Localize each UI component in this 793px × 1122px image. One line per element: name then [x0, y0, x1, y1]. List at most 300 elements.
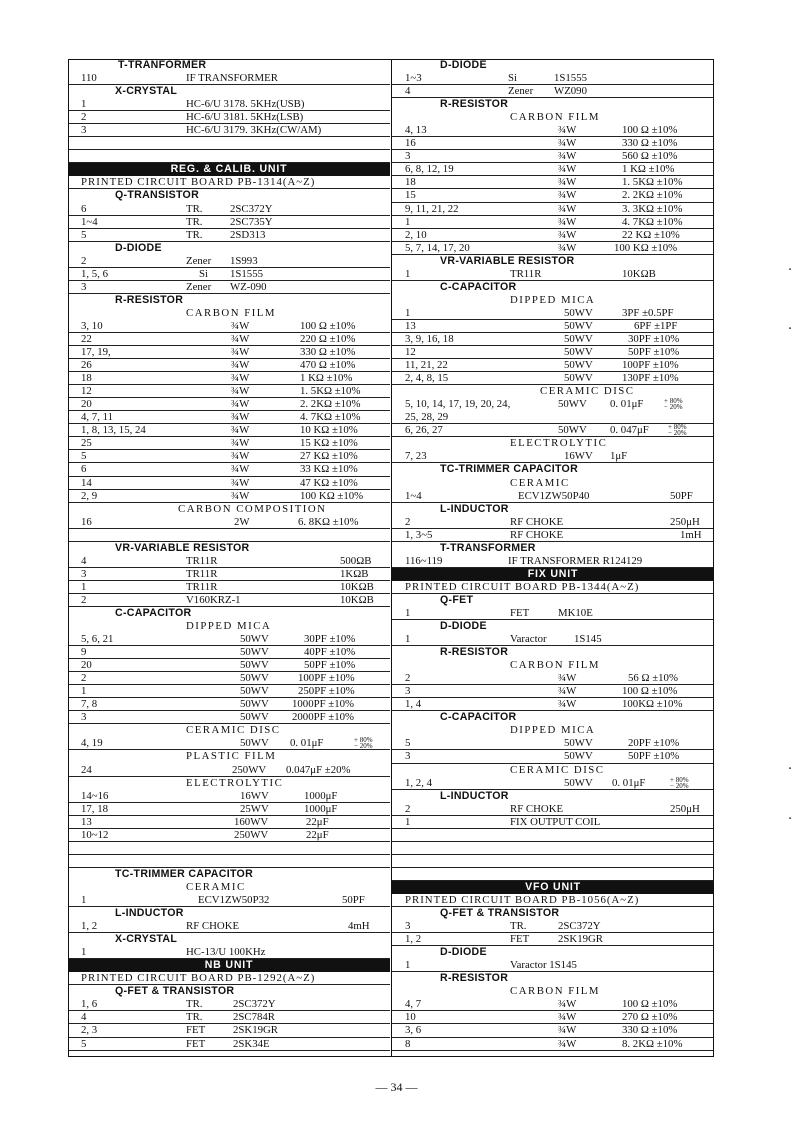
unit-header: REG. & CALIB. UNIT — [68, 163, 390, 176]
ref-numbers: 10~12 — [81, 828, 109, 841]
margin-mark: · — [788, 812, 793, 827]
ref-numbers: 5 — [81, 450, 87, 463]
part-value: 4. 7KΩ ±10% — [300, 411, 361, 424]
category-title: D-DIODE — [440, 620, 487, 633]
ref-numbers: 2 — [81, 593, 87, 606]
part-spec: 50WV — [564, 306, 593, 319]
ref-numbers: 2, 10 — [405, 228, 427, 241]
category-title: R-RESISTOR — [440, 646, 509, 659]
part-spec: HC-13/U 100KHz — [186, 946, 266, 959]
part-spec: RF CHOKE — [510, 802, 564, 815]
category-title: D-DIODE — [115, 241, 162, 254]
part-value: 2. 2KΩ ±10% — [622, 189, 683, 202]
ref-numbers: 1 — [81, 894, 87, 906]
ref-numbers: 4, 13 — [405, 124, 427, 137]
category-title: X-CRYSTAL — [115, 85, 178, 98]
subcategory-title: DIPPED MICA — [510, 293, 596, 306]
part-spec: 50WV — [558, 424, 587, 437]
part-value: 50PF — [670, 489, 693, 502]
part-spec: IF TRANSFORMER R124129 — [508, 554, 643, 567]
part-spec: Si — [199, 267, 209, 280]
ref-numbers: 1 — [81, 946, 87, 959]
ref-numbers: 2 — [81, 254, 87, 267]
part-value: 2SC372Y — [230, 202, 273, 215]
ref-numbers: 4, 7, 11 — [81, 411, 113, 424]
part-spec: 50WV — [564, 750, 593, 763]
part-spec: ¾W — [558, 1037, 577, 1050]
part-value: 1000μF — [304, 789, 338, 802]
ref-numbers: 3, 10 — [81, 319, 103, 332]
subcategory-title: ELECTROLYTIC — [186, 776, 284, 789]
part-spec: HC-6/U 3181. 5KHz(LSB) — [186, 111, 304, 124]
part-value: 100KΩ ±10% — [622, 698, 683, 711]
part-spec: ¾W — [231, 424, 250, 437]
part-value: WZ-090 — [230, 280, 267, 293]
ref-numbers: 3, 6 — [405, 1024, 422, 1037]
category-title: R-RESISTOR — [115, 293, 184, 306]
part-value: 20PF ±10% — [628, 737, 680, 750]
subcategory-title: ELECTROLYTIC — [510, 437, 608, 450]
part-spec: 50WV — [558, 398, 587, 411]
ref-numbers: 3 — [405, 150, 411, 163]
ref-numbers: 1~4 — [81, 215, 98, 228]
part-value: 2. 2KΩ ±10% — [300, 398, 361, 411]
part-value: 22 KΩ ±10% — [622, 228, 680, 241]
part-value: 0. 01μF — [610, 398, 644, 411]
part-value: 50PF ±10% — [304, 659, 356, 672]
part-spec: ¾W — [558, 1024, 577, 1037]
part-spec: 160WV — [234, 815, 269, 828]
ref-numbers: 1 — [405, 815, 411, 828]
ref-numbers: 1 — [405, 306, 411, 319]
ref-numbers: 7, 8 — [81, 698, 98, 711]
part-spec: 50WV — [240, 711, 269, 724]
unit-header: VFO UNIT — [392, 881, 714, 894]
part-spec: ¾W — [558, 202, 577, 215]
ref-numbers: 3 — [81, 711, 87, 724]
part-spec: TR. — [186, 202, 203, 215]
part-spec: RF CHOKE — [510, 515, 564, 528]
ref-numbers: 3 — [81, 280, 87, 293]
part-value: 30PF ±10% — [304, 633, 356, 646]
part-spec: IF TRANSFORMER — [186, 72, 278, 85]
subcategory-title: CERAMIC — [186, 880, 246, 893]
ref-numbers: 116~119 — [405, 554, 443, 567]
ref-numbers: 20 — [81, 398, 92, 411]
ref-numbers: 1~3 — [405, 72, 422, 85]
part-spec: ¾W — [558, 241, 577, 254]
part-value: 6. 8KΩ ±10% — [298, 515, 359, 528]
part-spec: Varactor 1S145 — [510, 959, 577, 972]
ref-numbers: 4, 7 — [405, 998, 422, 1011]
ref-numbers: 2 — [405, 802, 411, 815]
part-value: 220 Ω ±10% — [300, 332, 356, 345]
part-value: 50PF ±10% — [628, 750, 680, 763]
part-value: 1KΩB — [340, 567, 369, 580]
part-value: 0. 01μF — [612, 776, 646, 789]
part-value: 330 Ω ±10% — [622, 137, 678, 150]
part-value: 1μF — [610, 450, 628, 463]
category-title: T-TRANSFORMER — [440, 541, 536, 554]
part-spec: TR. — [186, 228, 203, 241]
part-spec: ¾W — [231, 411, 250, 424]
ref-numbers: 15 — [405, 189, 416, 202]
ref-numbers: 3 — [405, 750, 411, 763]
part-value: 100 Ω ±10% — [622, 998, 678, 1011]
ref-numbers: 3 — [81, 124, 87, 137]
part-spec: HC-6/U 3178. 5KHz(USB) — [186, 98, 305, 111]
ref-numbers: 6 — [81, 463, 87, 476]
page-number: — 34 — — [375, 1080, 418, 1094]
part-spec: FET — [186, 1037, 206, 1050]
ref-numbers: 22 — [81, 332, 92, 345]
part-spec: 250WV — [232, 763, 267, 776]
ref-numbers: 26 — [81, 359, 92, 372]
part-spec: ¾W — [231, 437, 250, 450]
part-spec: 50WV — [240, 737, 269, 750]
part-value: 1. 5KΩ ±10% — [300, 385, 361, 398]
ref-numbers: 5, 7, 14, 17, 20 — [405, 241, 470, 254]
part-spec: ¾W — [558, 672, 577, 685]
part-value: 6PF ±1PF — [634, 319, 678, 332]
part-value: 30PF ±10% — [628, 332, 680, 345]
part-spec: Zener — [186, 254, 212, 267]
subcategory-title: CERAMIC — [510, 476, 570, 489]
part-value: 10KΩB — [622, 267, 656, 280]
category-title: T-TRANFORMER — [118, 59, 207, 71]
part-spec: ECV1ZW50P40 — [518, 489, 590, 502]
part-value: 100PF ±10% — [298, 672, 355, 685]
part-spec: 16WV — [240, 789, 269, 802]
part-value: 2000PF ±10% — [292, 711, 355, 724]
ref-numbers: 25 — [81, 437, 92, 450]
part-spec: 50WV — [564, 346, 593, 359]
ref-numbers: 1~4 — [405, 489, 422, 502]
part-spec: 250WV — [234, 828, 269, 841]
part-spec: ¾W — [231, 385, 250, 398]
part-value: 100 Ω ±10% — [300, 319, 356, 332]
category-title: R-RESISTOR — [440, 972, 509, 985]
part-value: 1 KΩ ±10% — [300, 372, 353, 385]
part-value: 100 Ω ±10% — [622, 124, 678, 137]
margin-mark: · — [788, 762, 793, 777]
ref-numbers: 24 — [81, 763, 92, 776]
part-value: 22μF — [306, 828, 329, 841]
category-title: VR-VARIABLE RESISTOR — [115, 541, 250, 554]
unit-header: NB UNIT — [68, 959, 390, 972]
part-spec: 50WV — [240, 633, 269, 646]
part-spec: Varactor — [510, 633, 547, 646]
part-spec: FET — [510, 606, 530, 619]
part-value: 100 KΩ ±10% — [300, 489, 364, 502]
part-value: 2SD313 — [230, 228, 266, 241]
ref-numbers: 12 — [81, 385, 92, 398]
part-value: 8. 2KΩ ±10% — [622, 1037, 683, 1050]
part-value: 100 KΩ ±10% — [614, 241, 678, 254]
part-spec: ¾W — [558, 215, 577, 228]
part-spec: ¾W — [558, 685, 577, 698]
part-value: 33 KΩ ±10% — [300, 463, 358, 476]
ref-numbers: 1 — [405, 267, 411, 280]
part-spec: 50WV — [240, 646, 269, 659]
ref-numbers: 4, 19 — [81, 737, 103, 750]
part-value: WZ090 — [554, 85, 587, 98]
ref-numbers: 5 — [405, 737, 411, 750]
ref-numbers: 13 — [81, 815, 92, 828]
ref-numbers: 14 — [81, 476, 92, 489]
part-spec: ¾W — [558, 228, 577, 241]
part-spec: ¾W — [231, 489, 250, 502]
ref-numbers: 17, 19, — [81, 346, 111, 359]
part-value: 10KΩB — [340, 593, 374, 606]
part-spec: TR. — [186, 1011, 203, 1024]
ref-numbers: 4 — [81, 554, 87, 567]
ref-numbers: 1, 5, 6 — [81, 267, 108, 280]
subcategory-title: CERAMIC DISC — [186, 724, 281, 737]
ref-numbers: 1, 8, 13, 15, 24 — [81, 424, 146, 437]
ref-numbers: 8 — [405, 1037, 411, 1050]
part-value: 250PF ±10% — [298, 685, 355, 698]
ref-numbers: 12 — [405, 346, 416, 359]
ref-numbers: 1, 6 — [81, 998, 98, 1011]
ref-numbers: 9 — [81, 646, 87, 659]
part-value: 500ΩB — [340, 554, 372, 567]
category-title: L-INDUCTOR — [440, 789, 509, 802]
margin-mark: · — [788, 322, 793, 337]
part-spec: V160KRZ-1 — [186, 593, 241, 606]
part-value: 1S1555 — [230, 267, 263, 280]
ref-numbers: 2 — [81, 672, 87, 685]
pcb-title: PRINTED CIRCUIT BOARD PB-1292(A~Z) — [81, 972, 316, 985]
part-value: 330 Ω ±10% — [622, 1024, 678, 1037]
part-value: 2SK34E — [233, 1037, 270, 1050]
ref-numbers: 2 — [81, 111, 87, 124]
part-spec: ¾W — [558, 176, 577, 189]
category-title: D-DIODE — [440, 59, 487, 71]
category-title: Q-FET & TRANSISTOR — [115, 985, 235, 998]
category-title: Q-FET & TRANSISTOR — [440, 907, 560, 920]
ref-numbers: 18 — [81, 372, 92, 385]
part-spec: ¾W — [231, 319, 250, 332]
subcategory-title: DIPPED MICA — [186, 620, 272, 633]
ref-numbers: 1, 2 — [405, 933, 422, 946]
part-spec: ECV1ZW50P32 — [198, 894, 270, 906]
part-value: 130PF ±10% — [622, 372, 679, 385]
part-spec: TR. — [510, 920, 527, 933]
part-value: 1S145 — [574, 633, 602, 646]
subcategory-title: DIPPED MICA — [510, 724, 596, 737]
part-spec: ¾W — [558, 189, 577, 202]
category-title: L-INDUCTOR — [115, 907, 184, 920]
ref-numbers: 1 — [405, 633, 411, 646]
part-spec: TR11R — [186, 567, 218, 580]
part-spec: ¾W — [231, 450, 250, 463]
part-spec: FIX OUTPUT COIL — [510, 815, 601, 828]
part-spec: ¾W — [231, 372, 250, 385]
pcb-title: PRINTED CIRCUIT BOARD PB-1344(A~Z) — [405, 580, 640, 593]
part-value: 2SC735Y — [230, 215, 273, 228]
part-value: 330 Ω ±10% — [300, 346, 356, 359]
part-spec: Zener — [508, 85, 534, 98]
ref-numbers: 110 — [81, 72, 97, 85]
ref-numbers: 25, 28, 29 — [405, 411, 449, 424]
tolerance-note: + 80% − 20% — [668, 423, 687, 438]
part-spec: Si — [508, 72, 518, 85]
part-spec: TR. — [186, 998, 203, 1011]
part-spec: 2W — [234, 515, 250, 528]
part-value: 2SC784R — [233, 1011, 276, 1024]
ref-numbers: 20 — [81, 659, 92, 672]
category-title: C-CAPACITOR — [440, 280, 517, 293]
category-title: C-CAPACITOR — [440, 711, 517, 724]
ref-numbers: 3 — [405, 920, 411, 933]
part-value: 4. 7KΩ ±10% — [622, 215, 683, 228]
part-value: 1. 5KΩ ±10% — [622, 176, 683, 189]
category-title: Q-FET — [440, 593, 474, 606]
part-value: 560 Ω ±10% — [622, 150, 678, 163]
part-spec: RF CHOKE — [510, 528, 564, 541]
ref-numbers: 7, 23 — [405, 450, 427, 463]
ref-numbers: 18 — [405, 176, 416, 189]
category-title: C-CAPACITOR — [115, 606, 192, 619]
margin-mark: · — [788, 263, 793, 278]
subcategory-title: CARBON FILM — [510, 111, 600, 124]
part-value: 0. 047μF — [610, 424, 649, 437]
part-value: 0.047μF ±20% — [286, 763, 351, 776]
part-spec: 50WV — [564, 332, 593, 345]
ref-numbers: 2, 4, 8, 15 — [405, 372, 449, 385]
part-value: 10KΩB — [340, 580, 374, 593]
ref-numbers: 1 — [81, 98, 87, 111]
tolerance-note: + 80% − 20% — [354, 736, 373, 751]
tolerance-note: + 80% − 20% — [664, 397, 683, 412]
part-spec: TR11R — [186, 554, 218, 567]
part-value: 56 Ω ±10% — [628, 672, 678, 685]
ref-numbers: 6 — [81, 202, 87, 215]
part-value: 4mH — [348, 920, 370, 933]
part-spec: ¾W — [558, 998, 577, 1011]
part-value: 10 KΩ ±10% — [300, 424, 358, 437]
category-title: TC-TRIMMER CAPACITOR — [115, 867, 254, 880]
part-value: 1S1555 — [554, 72, 587, 85]
ref-numbers: 3, 9, 16, 18 — [405, 332, 454, 345]
part-spec: ¾W — [558, 137, 577, 150]
part-spec: ¾W — [231, 476, 250, 489]
part-spec: RF CHOKE — [186, 920, 240, 933]
part-spec: 50WV — [564, 359, 593, 372]
category-title: D-DIODE — [440, 946, 487, 959]
ref-numbers: 1 — [405, 606, 411, 619]
part-value: 2SC372Y — [558, 920, 601, 933]
part-value: 3. 3KΩ ±10% — [622, 202, 683, 215]
part-spec: FET — [186, 1024, 206, 1037]
subcategory-title: CARBON FILM — [510, 659, 600, 672]
part-spec: TR11R — [510, 267, 542, 280]
part-spec: FET — [510, 933, 530, 946]
part-value: 22μF — [306, 815, 329, 828]
part-spec: 50WV — [240, 672, 269, 685]
part-spec: 50WV — [564, 737, 593, 750]
part-value: 100PF ±10% — [622, 359, 679, 372]
ref-numbers: 1, 3~5 — [405, 528, 433, 541]
part-spec: 25WV — [240, 802, 269, 815]
ref-numbers: 2, 9 — [81, 489, 98, 502]
part-value: 2SK19GR — [558, 933, 603, 946]
ref-numbers: 3 — [81, 567, 87, 580]
category-title: VR-VARIABLE RESISTOR — [440, 254, 575, 267]
ref-numbers: 1, 2 — [81, 920, 98, 933]
page-frame — [68, 59, 714, 1057]
part-value: 2SC372Y — [233, 998, 276, 1011]
category-title: TC-TRIMMER CAPACITOR — [440, 463, 579, 476]
tolerance-note: + 80% − 20% — [670, 775, 689, 790]
part-spec: ¾W — [558, 163, 577, 176]
ref-numbers: 17, 18 — [81, 802, 108, 815]
ref-numbers: 1 — [81, 685, 87, 698]
part-spec: ¾W — [231, 346, 250, 359]
part-spec: 50WV — [564, 372, 593, 385]
category-title: L-INDUCTOR — [440, 502, 509, 515]
part-value: MK10E — [558, 606, 593, 619]
subcategory-title: CARBON COMPOSITION — [178, 502, 327, 515]
pcb-title: PRINTED CIRCUIT BOARD PB-1314(A~Z) — [81, 176, 316, 189]
part-spec: ¾W — [231, 359, 250, 372]
part-value: 2SK19GR — [233, 1024, 278, 1037]
part-spec: HC-6/U 3179. 3KHz(CW/AM) — [186, 124, 322, 137]
ref-numbers: 4 — [405, 85, 411, 98]
ref-numbers: 14~16 — [81, 789, 109, 802]
ref-numbers: 2, 3 — [81, 1024, 98, 1037]
part-spec: 50WV — [564, 776, 593, 789]
part-value: 50PF — [342, 894, 365, 906]
part-spec: TR11R — [186, 580, 218, 593]
part-value: 15 KΩ ±10% — [300, 437, 358, 450]
subcategory-title: CARBON FILM — [510, 985, 600, 998]
ref-numbers: 5, 10, 14, 17, 19, 20, 24, — [405, 398, 511, 411]
part-value: 47 KΩ ±10% — [300, 476, 358, 489]
part-value: 1000PF ±10% — [292, 698, 355, 711]
ref-numbers: 5 — [81, 228, 87, 241]
ref-numbers: 11, 21, 22 — [405, 359, 448, 372]
ref-numbers: 10 — [405, 1011, 416, 1024]
subcategory-title: CARBON FILM — [186, 306, 276, 319]
part-spec: ¾W — [231, 463, 250, 476]
category-title: X-CRYSTAL — [115, 933, 178, 946]
part-spec: 50WV — [240, 698, 269, 711]
part-spec: ¾W — [558, 698, 577, 711]
ref-numbers: 6, 8, 12, 19 — [405, 163, 454, 176]
part-spec: ¾W — [558, 1011, 577, 1024]
ref-numbers: 3 — [405, 685, 411, 698]
ref-numbers: 1 — [405, 959, 411, 972]
unit-header: FIX UNIT — [392, 568, 714, 581]
part-value: 270 Ω ±10% — [622, 1011, 678, 1024]
ref-numbers: 13 — [405, 319, 416, 332]
ref-numbers: 1, 2, 4 — [405, 776, 432, 789]
category-title: R-RESISTOR — [440, 98, 509, 111]
part-spec: ¾W — [231, 398, 250, 411]
subcategory-title: CERAMIC DISC — [510, 763, 605, 776]
part-value: 40PF ±10% — [304, 646, 356, 659]
part-value: 3PF ±0.5PF — [622, 306, 674, 319]
ref-numbers: 16 — [81, 515, 92, 528]
ref-numbers: 1, 4 — [405, 698, 422, 711]
part-value: 470 Ω ±10% — [300, 359, 356, 372]
ref-numbers: 16 — [405, 137, 416, 150]
ref-numbers: 4 — [81, 1011, 87, 1024]
part-spec: ¾W — [231, 332, 250, 345]
part-value: 1mH — [680, 528, 702, 541]
